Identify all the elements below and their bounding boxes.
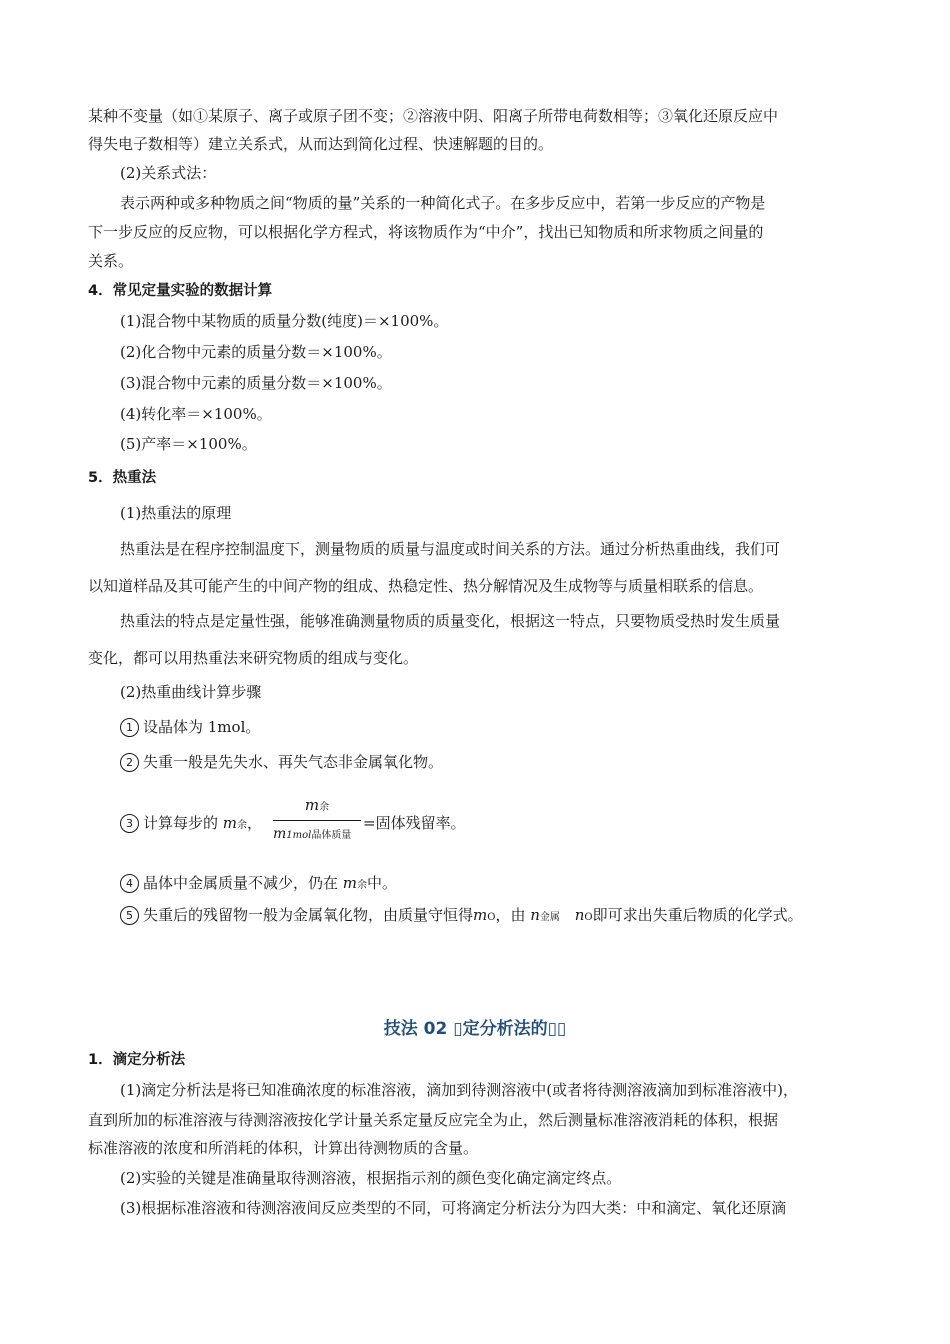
step-3: 3 计算每步的 m余，	[120, 813, 262, 836]
paragraph-line: 下一步反应的反应物，可以根据化学方程式，将该物质作为“中介”，找出已知物质和所求物质之间量的	[88, 223, 764, 241]
paragraph-line: 热重法的特点是定量性强，能够准确测量物质的质量变化，根据这一特点，只要物质受热时发生质量	[120, 612, 781, 630]
subheading: (1)热重法的原理	[120, 504, 232, 522]
paragraph-line: 标准溶液的浓度和所消耗的体积，计算出待测物质的含量。	[88, 1139, 479, 1157]
paragraph-line: 某种不变量（如①某原子、离子或原子团不变；②溶液中阴、阳离子所带电荷数相等；③氧化还原反应中	[88, 107, 779, 125]
subheading: (2)关系式法：	[120, 164, 217, 182]
subheading: (2)热重曲线计算步骤	[120, 683, 262, 701]
paragraph-line: 变化，都可以用热重法来研究物质的组成与变化。	[88, 649, 419, 667]
step-2: 2 失重一般是先失水、再失气态非金属氧化物。	[120, 752, 443, 772]
paragraph-line: (1)滴定分析法是将已知准确浓度的标准溶液，滴加到待测溶液中(或者将待测溶液滴加到标准溶液中)，	[120, 1081, 798, 1099]
circled-number: 1	[120, 718, 139, 737]
residual-rate-fraction	[273, 796, 363, 850]
section-heading: 4．常见定量实验的数据计算	[88, 283, 273, 299]
formula-item: (3)混合物中元素的质量分数＝×100%。	[120, 374, 392, 392]
formula-item: (1)混合物中某物质的质量分数(纯度)＝×100%。	[120, 312, 449, 330]
fraction-numerator: m余	[304, 796, 330, 814]
section-heading: 1．滴定分析法	[88, 1052, 186, 1068]
step-5: 5 失重后的残留物一般为金属氧化物，由质量守恒得mO，由 n金属 nO即可求出失重后物质的化学式。	[120, 905, 803, 928]
step-3-result: =固体残留率。	[363, 814, 466, 832]
circled-number: 2	[120, 753, 139, 772]
fraction-bar	[273, 820, 361, 821]
paragraph-line: 热重法是在程序控制温度下，测量物质的质量与温度或时间关系的方法。通过分析热重曲线，我们可	[120, 540, 781, 558]
formula-item: (2)化合物中元素的质量分数＝×100%。	[120, 343, 392, 361]
fraction-denominator: m1mol晶体质量	[273, 826, 352, 842]
paragraph-line: (2)实验的关键是准确量取待测溶液，根据指示剂的颜色变化确定滴定终点。	[120, 1169, 622, 1187]
technique-title: 技法 02 ▯定分析法的▯▯	[383, 1019, 567, 1039]
paragraph-line: (3)根据标准溶液和待测溶液间反应类型的不同，可将滴定分析法分为四大类：中和滴定、氧化还原滴	[120, 1199, 787, 1217]
circled-number: 5	[120, 906, 139, 925]
step-1: 1 设晶体为 1mol。	[120, 717, 260, 737]
formula-item: (5)产率＝×100%。	[120, 435, 257, 453]
paragraph-line: 得失电子数相等）建立关系式，从而达到简化过程、快速解题的目的。	[88, 135, 554, 153]
section-heading: 5．热重法	[88, 470, 157, 486]
paragraph-line: 直到所加的标准溶液与待测溶液按化学计量关系定量反应完全为止，然后测量标准溶液消耗的体积，根据	[88, 1111, 779, 1129]
formula-item: (4)转化率＝×100%。	[120, 405, 272, 423]
paragraph-line: 关系。	[88, 252, 134, 270]
step-4: 4 晶体中金属质量不减少，仍在 m余中。	[120, 873, 397, 896]
circled-number: 3	[120, 814, 139, 833]
paragraph-line: 表示两种或多种物质之间“物质的量”关系的一种简化式子。在多步反应中，若第一步反应的产物是	[120, 194, 766, 212]
paragraph-line: 以知道样品及其可能产生的中间产物的组成、热稳定性、热分解情况及生成物等与质量相联系的信息。	[88, 577, 764, 595]
circled-number: 4	[120, 874, 139, 893]
